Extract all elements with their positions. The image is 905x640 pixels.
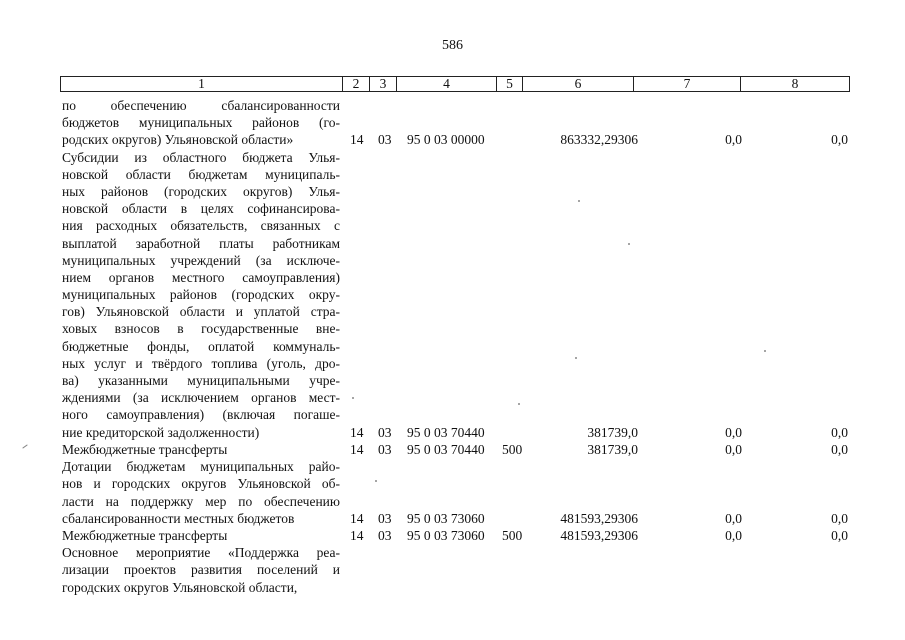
description-line: ховых взносов в государственные вне- — [62, 321, 340, 337]
description-line: новской области бюджетам муниципаль- — [62, 166, 340, 182]
scan-speck — [375, 480, 377, 482]
scan-speck — [518, 403, 520, 405]
header-col-1: 1 — [61, 77, 343, 91]
table-row — [0, 441, 905, 458]
cell-col-6: 481593,29306 — [560, 510, 638, 526]
cell-col-3: 03 — [378, 528, 392, 543]
description-line: ласти на поддержку мер по обеспечению — [62, 493, 340, 509]
cell-col-2: 14 — [350, 424, 364, 440]
description-line: бюджетные фонды, оплатой коммуналь- — [62, 338, 340, 354]
cell-col-7: 0,0 — [725, 424, 742, 440]
description-line: бюджетов муниципальных районов (го- — [62, 115, 340, 131]
cell-col-4: 95 0 03 70440 — [407, 424, 485, 440]
row-description — [62, 441, 340, 458]
cell-col-5: 500 — [502, 442, 523, 457]
table-row — [0, 458, 905, 527]
cell-col-2: 14 — [350, 442, 364, 457]
description-line: нов и городских округов Ульяновской об- — [62, 476, 340, 492]
description-line: гов) Ульяновской области и уплатой стра- — [62, 304, 340, 320]
description-line: нием органов местного самоуправления) — [62, 269, 340, 285]
description-line: Межбюджетные трансферты — [62, 442, 228, 457]
cell-col-4: 95 0 03 00000 — [407, 132, 485, 148]
table-row — [0, 149, 905, 441]
description-line: выплатой заработной платы работникам — [62, 235, 340, 251]
cell-col-8: 0,0 — [831, 510, 848, 526]
header-col-2: 2 — [343, 77, 370, 91]
cell-col-4: 95 0 03 73060 — [407, 528, 485, 543]
page-number: 586 — [442, 38, 463, 53]
description-line: городских округов Ульяновской области, — [62, 579, 298, 595]
table-row — [0, 544, 905, 596]
header-col-8: 8 — [791, 76, 799, 91]
cell-col-4: 95 0 03 73060 — [407, 510, 485, 526]
scan-speck — [628, 243, 630, 245]
cell-col-5: 500 — [502, 528, 523, 543]
scan-speck — [764, 350, 766, 352]
cell-col-7: 0,0 — [725, 442, 742, 457]
row-description — [62, 97, 340, 149]
cell-col-6: 381739,0 — [587, 442, 638, 457]
table-row — [0, 527, 905, 544]
description-line: Субсидии из областного бюджета Улья- — [62, 149, 340, 165]
header-col-4: 4 — [397, 77, 497, 91]
description-line: ных районов (городских округов) Улья- — [62, 183, 340, 199]
row-description — [62, 527, 340, 544]
description-line: ждениями (за исключением органов мест- — [62, 390, 340, 406]
description-line: Основное мероприятие «Поддержка реа- — [62, 545, 340, 561]
cell-col-8: 0,0 — [831, 442, 848, 457]
scan-speck — [352, 397, 354, 399]
table-header — [60, 76, 850, 92]
cell-col-2: 14 — [350, 132, 364, 148]
cell-col-8: 0,0 — [831, 132, 848, 148]
description-line: ва) указанными муниципальными учре- — [62, 373, 340, 389]
cell-col-3: 03 — [378, 510, 392, 526]
cell-col-8: 0,0 — [831, 528, 848, 543]
description-line: ного самоуправления) (включая погаше- — [62, 407, 340, 423]
cell-col-4: 95 0 03 70440 — [407, 442, 485, 457]
cell-col-3: 03 — [378, 442, 392, 457]
description-line: Межбюджетные трансферты — [62, 528, 228, 543]
cell-col-3: 03 — [378, 132, 392, 148]
description-line: сбалансированности местных бюджетов — [62, 510, 295, 526]
header-col-3: 3 — [370, 77, 397, 91]
cell-col-7: 0,0 — [725, 132, 742, 148]
cell-col-7: 0,0 — [725, 528, 742, 543]
description-line: лизации проектов развития поселений и — [62, 562, 340, 578]
cell-col-3: 03 — [378, 424, 392, 440]
description-line: ных услуг и твёрдого топлива (уголь, дро- — [62, 355, 340, 371]
description-line: по обеспечению сбалансированности — [62, 98, 340, 113]
scan-speck — [578, 200, 580, 202]
row-description — [62, 544, 340, 596]
cell-col-6: 481593,29306 — [560, 528, 638, 543]
header-col-7: 7 — [634, 77, 741, 91]
description-line: муниципальных районов (городских окру- — [62, 287, 340, 303]
cell-col-6: 863332,29306 — [560, 132, 638, 148]
row-description — [62, 149, 340, 441]
description-line: муниципальных учреждений (за исключе- — [62, 252, 340, 268]
scan-speck — [575, 357, 577, 359]
header-col-6: 6 — [523, 77, 634, 91]
cell-col-6: 381739,0 — [587, 424, 638, 440]
description-line: ния расходных обязательств, связанных с — [62, 218, 340, 234]
description-line: родских округов) Ульяновской области» — [62, 132, 294, 148]
cell-col-2: 14 — [350, 510, 364, 526]
description-line: ние кредиторской задолженности) — [62, 424, 260, 440]
cell-col-8: 0,0 — [831, 424, 848, 440]
table-row — [0, 97, 905, 149]
row-description — [62, 458, 340, 527]
description-line: новской области в целях софинансирова- — [62, 201, 340, 217]
cell-col-2: 14 — [350, 528, 364, 543]
description-line: Дотации бюджетам муниципальных райо- — [62, 459, 340, 475]
cell-col-7: 0,0 — [725, 510, 742, 526]
header-col-5: 5 — [497, 77, 523, 91]
